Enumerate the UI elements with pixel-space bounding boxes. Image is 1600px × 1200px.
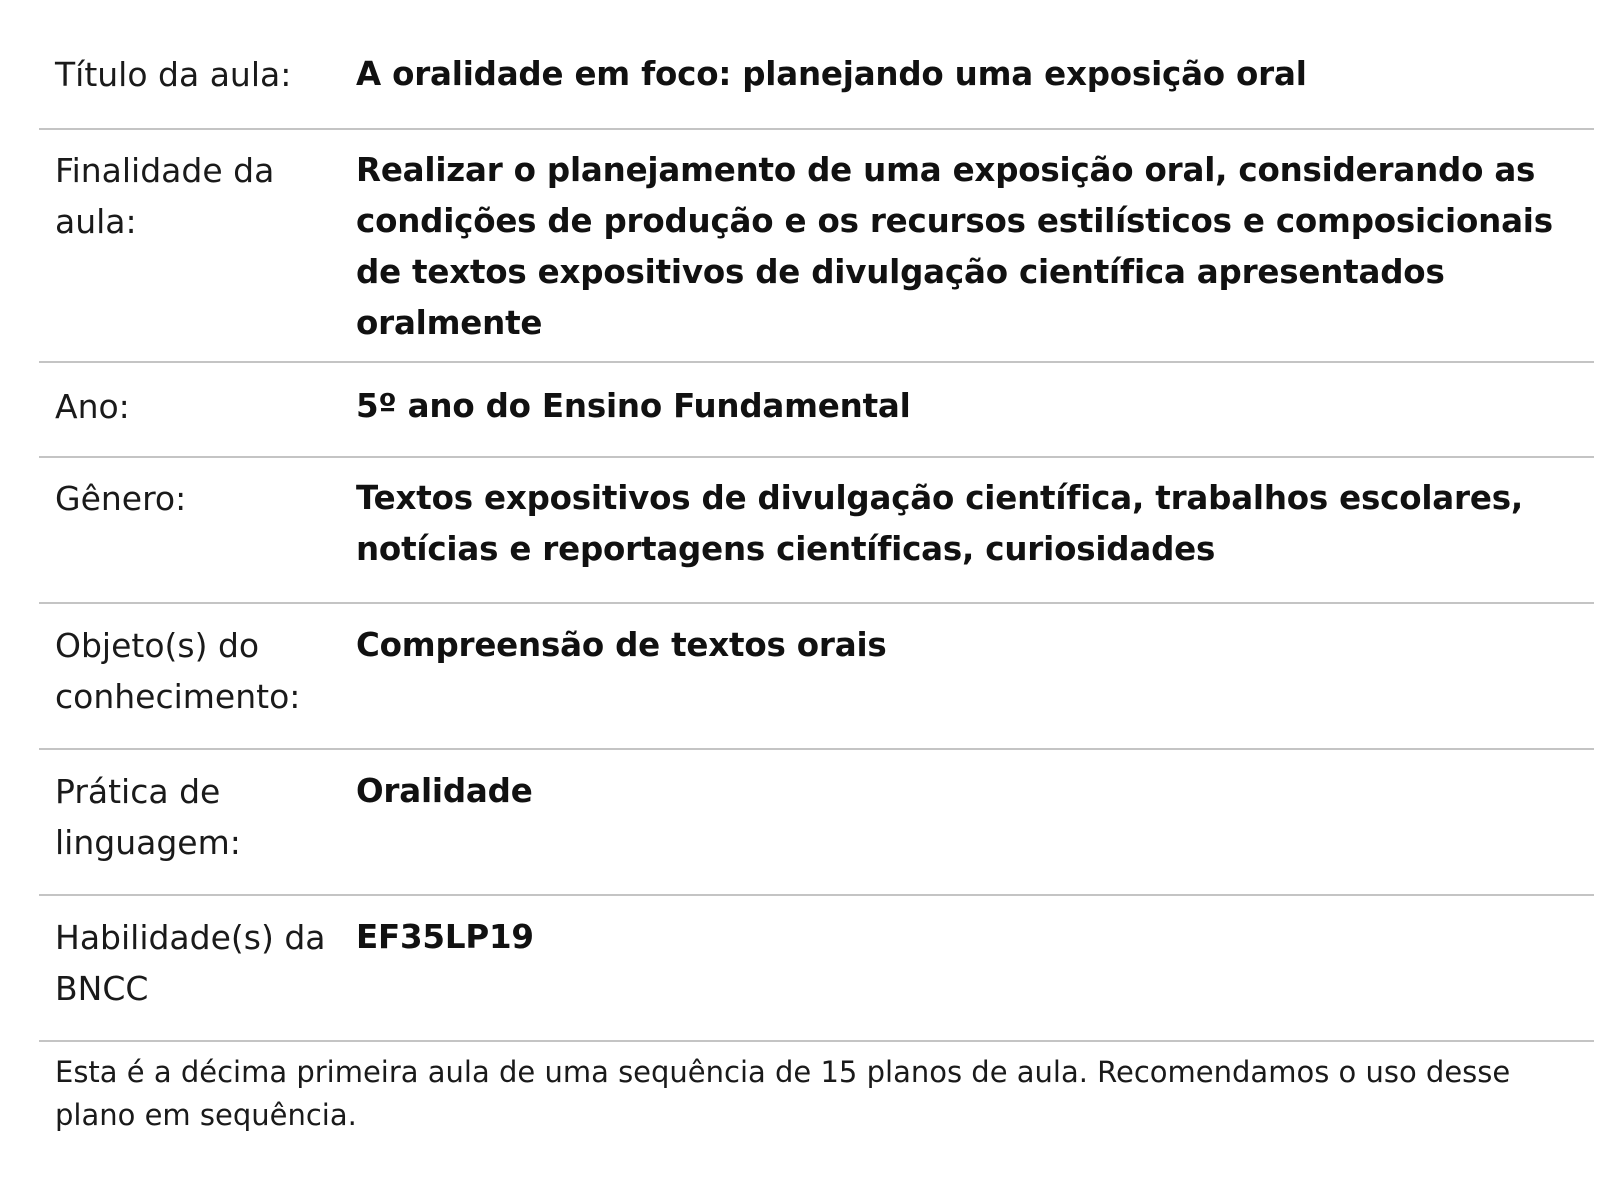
info-row-year — [39, 363, 1594, 458]
info-value: Compreensão de textos orais — [356, 626, 887, 664]
info-row-knowledge-object — [39, 604, 1594, 750]
info-value: EF35LP19 — [356, 918, 534, 956]
info-label: Objeto(s) do conhecimento: — [55, 626, 301, 716]
info-label: Gênero: — [55, 479, 187, 518]
lesson-info-table — [39, 33, 1594, 1042]
info-label: Finalidade da aula: — [55, 151, 275, 241]
info-label: Prática de linguagem: — [55, 772, 241, 862]
info-value: Oralidade — [356, 772, 533, 810]
info-value: 5º ano do Ensino Fundamental — [356, 387, 911, 425]
info-value: A oralidade em foco: planejando uma exposição oral — [356, 55, 1307, 93]
sequence-footnote: Esta é a décima primeira aula de uma sequência de 15 planos de aula. Recomendamos o uso desse plano em sequência. — [55, 1055, 1511, 1132]
info-row-bncc-skills — [39, 896, 1594, 1042]
info-row-title — [39, 33, 1594, 130]
info-value: Textos expositivos de divulgação científica, trabalhos escolares, notícias e reportagens científicas, curiosidades — [356, 479, 1523, 568]
info-row-genre — [39, 458, 1594, 604]
info-label: Habilidade(s) da BNCC — [55, 918, 326, 1008]
info-row-purpose — [39, 130, 1594, 363]
info-label: Ano: — [55, 387, 130, 426]
info-label: Título da aula: — [55, 55, 292, 94]
info-row-language-practice — [39, 750, 1594, 896]
info-value: Realizar o planejamento de uma exposição oral, considerando as condições de produção e os recursos estilísticos e composicionais de textos expositivos de divulgação científica apresentados oralmente — [356, 151, 1553, 342]
